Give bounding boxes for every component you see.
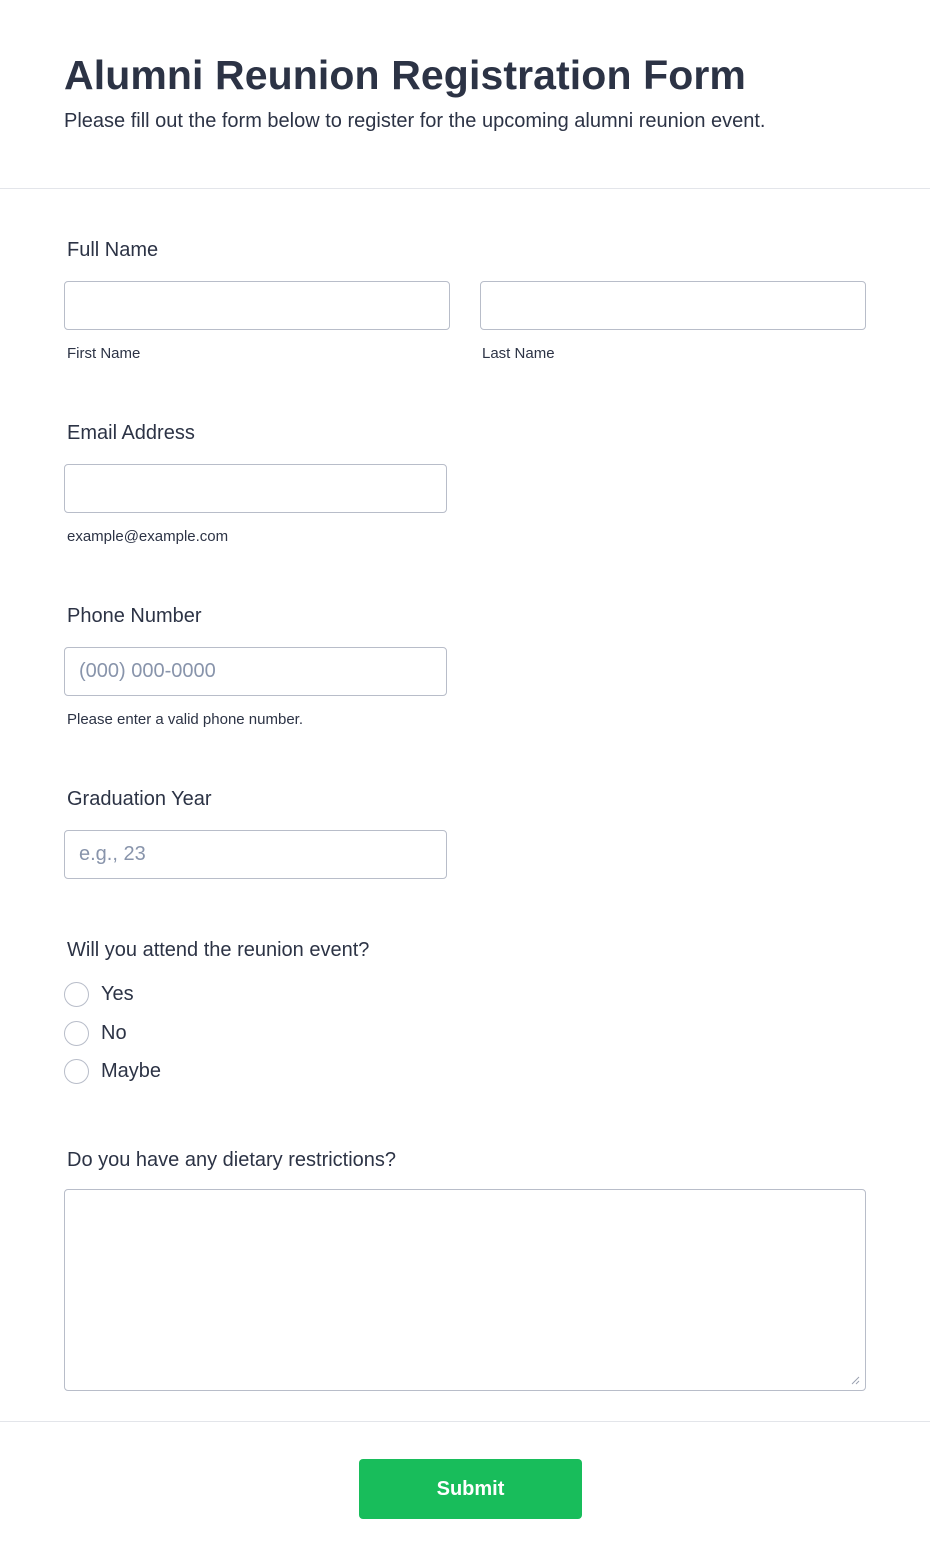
radio-label: Maybe (101, 1059, 162, 1082)
phone-input[interactable] (64, 647, 447, 696)
footer-divider (0, 1421, 930, 1422)
phone-label: Phone Number (67, 605, 202, 627)
page-title: Alumni Reunion Registration Form (64, 52, 746, 98)
radio-option-maybe[interactable] (64, 1058, 161, 1084)
email-input[interactable] (64, 464, 447, 513)
radio-button[interactable] (64, 982, 89, 1007)
full-name-label: Full Name (67, 239, 159, 261)
last-name-input[interactable] (480, 281, 866, 330)
first-name-sublabel: First Name (67, 345, 141, 362)
graduation-year-input[interactable] (64, 830, 447, 879)
radio-label: No (101, 1021, 127, 1044)
email-label: Email Address (67, 422, 195, 444)
submit-button[interactable]: Submit (359, 1459, 582, 1519)
email-sublabel: example@example.com (67, 528, 229, 545)
first-name-input[interactable] (64, 281, 450, 330)
form-header (0, 0, 930, 189)
radio-label: Yes (101, 982, 134, 1005)
radio-button[interactable] (64, 1059, 89, 1084)
radio-option-no[interactable] (64, 1020, 127, 1046)
page-subtitle: Please fill out the form below to register for the upcoming alumni reunion event. (64, 110, 766, 132)
graduation-year-label: Graduation Year (67, 788, 212, 810)
radio-option-yes[interactable] (64, 981, 134, 1007)
resize-handle-icon[interactable] (850, 1375, 860, 1385)
last-name-sublabel: Last Name (482, 345, 555, 362)
radio-button[interactable] (64, 1021, 89, 1046)
dietary-textarea[interactable] (64, 1189, 866, 1391)
phone-sublabel: Please enter a valid phone number. (67, 711, 303, 728)
dietary-label: Do you have any dietary restrictions? (67, 1149, 397, 1171)
attendance-label: Will you attend the reunion event? (67, 939, 370, 961)
